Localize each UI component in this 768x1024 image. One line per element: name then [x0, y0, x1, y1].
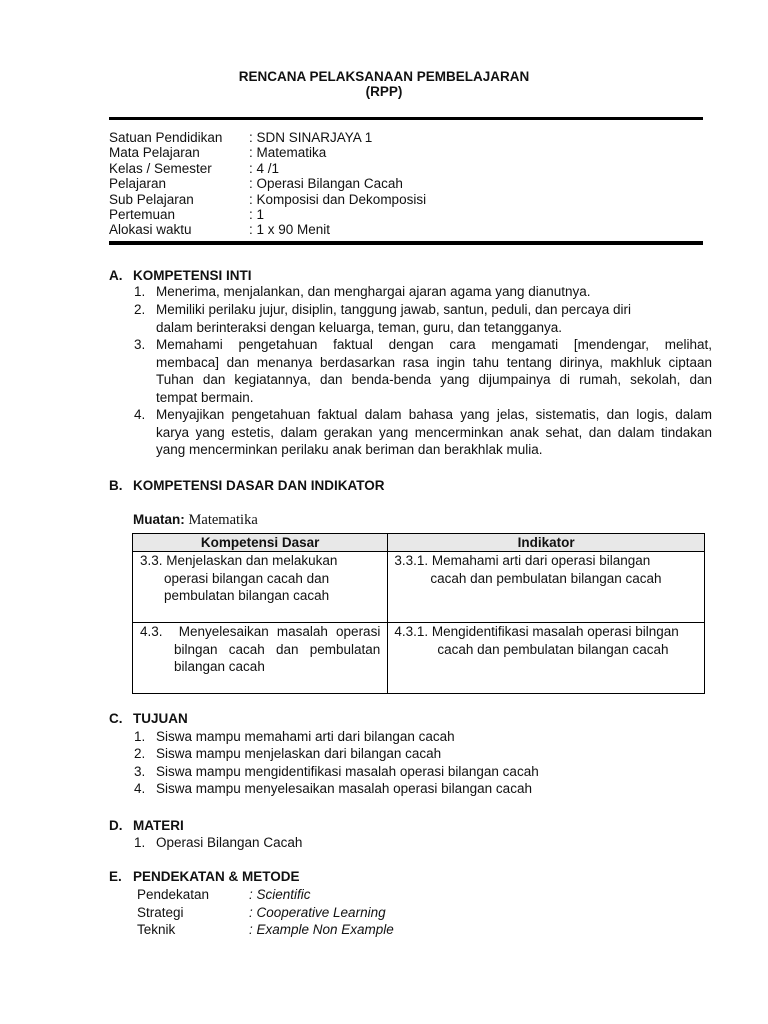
top-divider: [109, 117, 703, 120]
kd-line: pembulatan bilangan cacah: [164, 588, 330, 604]
item-text: [156, 406, 712, 459]
identity-label: Satuan Pendidikan: [109, 130, 223, 145]
item-line: karya yang estetis, dalam gerakan yang mencerminkan anak sehat, dan dalam tindakan: [156, 424, 712, 440]
item-text: [156, 336, 712, 406]
item-text: Siswa mampu mengidentifikasi masalah operasi bilangan cacah: [156, 764, 539, 779]
document-subtitle: (RPP): [365, 84, 403, 99]
section-letter: D.: [109, 818, 123, 833]
indicator-number: 4.3.1.: [394, 624, 429, 639]
item-text: [156, 301, 712, 336]
indicator-cell: [388, 623, 705, 694]
item-text: Siswa mampu menjelaskan dari bilangan cacah: [156, 746, 442, 761]
item-text: [156, 283, 712, 301]
method-value: : Cooperative Learning: [249, 904, 386, 920]
section-letter: B.: [109, 478, 123, 493]
item-number: 2.: [134, 746, 146, 761]
kd-number: 3.3.: [140, 553, 163, 568]
kd-indicator-table: [132, 533, 705, 694]
kd-line: operasi bilangan cacah dan: [164, 570, 330, 586]
column-header-indikator: Indikator: [388, 534, 705, 552]
item-number: 1.: [134, 835, 146, 850]
item-line: Menerima, menjalankan, dan menghargai ajaran agama yang dianutnya.: [156, 284, 591, 299]
section-title: KOMPETENSI INTI: [133, 268, 252, 283]
section-title: TUJUAN: [133, 711, 188, 726]
section-letter: C.: [109, 711, 123, 726]
item-number: 3.: [134, 337, 146, 352]
muatan-label: Muatan:: [133, 512, 185, 527]
muatan-line: [133, 512, 258, 529]
kd-line: bilangan cacah: [174, 659, 265, 675]
kd-line-first: [140, 623, 380, 641]
indicator-text: [388, 623, 704, 658]
item-number: 3.: [134, 764, 146, 779]
identity-row: [109, 145, 426, 160]
bottom-divider: [109, 241, 703, 245]
kd-text: [133, 623, 387, 676]
identity-label: Alokasi waktu: [109, 222, 192, 238]
section-c-heading: [109, 711, 188, 726]
method-row: [137, 904, 394, 922]
section-b-heading: [109, 478, 385, 493]
method-value: : Scientific: [249, 887, 311, 902]
identity-value: : 1: [249, 206, 265, 222]
method-block: [137, 886, 394, 939]
item-text: Operasi Bilangan Cacah: [156, 835, 303, 850]
section-e-heading: [109, 869, 300, 884]
identity-row: [109, 130, 426, 145]
section-title: MATERI: [133, 818, 184, 833]
item-number: 2.: [134, 302, 146, 317]
identity-value: : 1 x 90 Menit: [249, 222, 331, 238]
item-number: 4.: [134, 781, 146, 796]
indicator-number: 3.3.1.: [394, 553, 429, 568]
table-row: [133, 623, 705, 694]
identity-label: Kelas / Semester: [109, 160, 212, 176]
kd-cell: [133, 552, 388, 623]
method-label: Strategi: [137, 904, 184, 920]
table-header-row: [133, 534, 705, 552]
indicator-line: cacah dan pembulatan bilangan cacah: [437, 641, 669, 657]
indicator-line: Mengidentifikasi masalah operasi bilngan: [431, 624, 679, 639]
item-number: 1.: [134, 284, 146, 299]
method-label: Pendekatan: [137, 887, 210, 902]
kd-line-first: [140, 552, 387, 570]
section-letter: A.: [109, 268, 123, 283]
identity-label: Pelajaran: [109, 176, 167, 192]
indicator-line-first: [394, 623, 704, 641]
indicator-line: cacah dan pembulatan bilangan cacah: [430, 570, 662, 586]
identity-row: [109, 222, 426, 237]
indicator-line-first: [394, 552, 704, 570]
item-line: Memahami pengetahuan faktual dengan cara mengamati [mendengar, melihat,: [156, 337, 712, 352]
section-letter: E.: [109, 869, 122, 884]
method-row: [137, 886, 394, 904]
item-number: 4.: [134, 407, 146, 422]
item-line: yang mencerminkan perilaku anak beriman dan berakhlak mulia.: [156, 442, 543, 458]
section-a-heading: [109, 268, 252, 283]
method-row: [137, 921, 394, 939]
item-text: Siswa mampu menyelesaikan masalah operasi bilangan cacah: [156, 781, 532, 796]
method-value: : Example Non Example: [249, 922, 394, 938]
document-title: RENCANA PELAKSANAAN PEMBELAJARAN: [238, 69, 530, 84]
section-title: PENDEKATAN & METODE: [133, 869, 300, 884]
identity-label: Sub Pelajaran: [109, 191, 194, 207]
kd-line: Menjelaskan dan melakukan: [166, 553, 338, 568]
kd-number: 4.3.: [140, 624, 163, 639]
section-title: KOMPETENSI DASAR DAN INDIKATOR: [133, 478, 385, 493]
identity-value: : 4 /1: [249, 160, 280, 176]
identity-value: : SDN SINARJAYA 1: [249, 130, 373, 145]
kd-cell: [133, 623, 388, 694]
identity-label: Mata Pelajaran: [109, 145, 200, 161]
item-number: 1.: [134, 729, 146, 744]
kd-line: bilngan cacah dan pembulatan: [174, 641, 381, 657]
item-line: Tuhan dan kegiatannya, dan benda-benda yang dijumpainya di rumah, sekolah, dan: [156, 372, 712, 388]
item-line: dalam berinteraksi dengan keluarga, teman, guru, dan tetangganya.: [156, 319, 563, 335]
indicator-line: Memahami arti dari operasi bilangan: [431, 553, 651, 568]
identity-row: [109, 161, 426, 176]
indicator-cell: [388, 552, 705, 623]
identity-row: [109, 192, 426, 207]
identity-value: : Komposisi dan Dekomposisi: [249, 191, 427, 207]
table-row: [133, 552, 705, 623]
kd-line: Menyelesaikan masalah operasi: [178, 624, 381, 639]
item-line: Memiliki perilaku jujur, disiplin, tanggung jawab, santun, peduli, dan percaya diri: [156, 302, 632, 317]
method-label: Teknik: [137, 922, 176, 938]
item-line: membaca] dan menanya berdasarkan rasa ingin tahu tentang dirinya, makhluk ciptaan: [156, 354, 712, 370]
identity-row: [109, 207, 426, 222]
item-line: tempat bermain.: [156, 389, 254, 405]
identity-value: : Matematika: [249, 145, 327, 161]
column-header-kd: Kompetensi Dasar: [133, 534, 388, 552]
identity-block: [109, 130, 426, 238]
kd-text: [133, 552, 387, 605]
muatan-value: Matematika: [188, 512, 258, 528]
section-d-heading: [109, 818, 184, 833]
identity-row: [109, 176, 426, 191]
identity-value: : Operasi Bilangan Cacah: [249, 176, 403, 192]
identity-label: Pertemuan: [109, 206, 176, 222]
item-line: Menyajikan pengetahuan faktual dalam bahasa yang jelas, sistematis, dan logis, dalam: [156, 407, 712, 422]
indicator-text: [388, 552, 704, 587]
item-text: Siswa mampu memahami arti dari bilangan cacah: [156, 729, 455, 744]
